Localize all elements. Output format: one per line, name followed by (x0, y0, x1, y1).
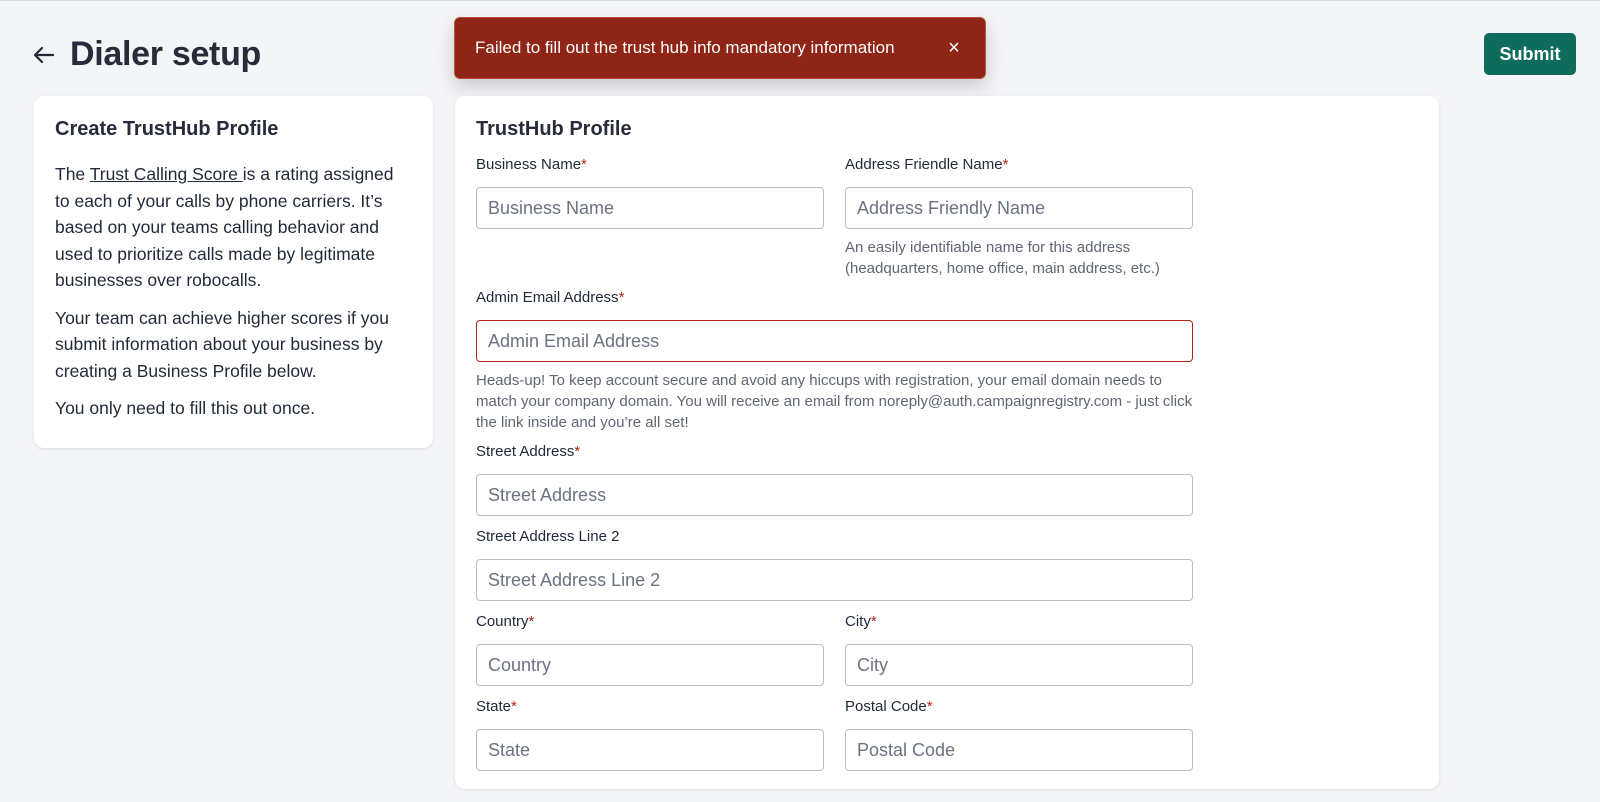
info-title: Create TrustHub Profile (55, 118, 279, 140)
admin-email-input[interactable] (476, 320, 1193, 362)
state-label: State* (476, 698, 517, 715)
close-icon[interactable]: × (948, 37, 960, 59)
toast-message: Failed to fill out the trust hub info mandatory information (475, 38, 895, 57)
city-group (845, 612, 1193, 686)
admin-email-label: Admin Email Address* (476, 289, 625, 306)
street-address-2-label: Street Address Line 2 (476, 528, 620, 545)
street-address-group (476, 442, 1193, 516)
street-address-input[interactable] (476, 474, 1193, 516)
city-label: City* (845, 613, 877, 630)
trust-calling-score-link[interactable]: Trust Calling Score (89, 164, 243, 184)
address-friendly-name-input[interactable] (845, 187, 1193, 229)
state-input[interactable] (476, 729, 824, 771)
country-label: Country* (476, 613, 535, 630)
admin-email-help: Heads-up! To keep account secure and avoid any hiccups with registration, your email domain needs to match your company domain. You will receive an email from noreply@auth.campaignregistry.com - just click the link inside and you’re all set! (476, 372, 1193, 431)
page-header (32, 35, 261, 74)
business-name-group (476, 155, 824, 229)
state-group (476, 697, 824, 771)
admin-email-group (476, 288, 1193, 433)
country-group (476, 612, 824, 686)
postal-code-label: Postal Code* (845, 698, 933, 715)
submit-button[interactable]: Submit (1484, 33, 1576, 75)
postal-code-group (845, 697, 1193, 771)
business-name-label: Business Name* (476, 156, 587, 173)
country-input[interactable] (476, 644, 824, 686)
postal-code-input[interactable] (845, 729, 1193, 771)
address-friendly-name-label: Address Friendle Name* (845, 156, 1009, 173)
page-title: Dialer setup (70, 35, 262, 73)
form-title: TrustHub Profile (476, 118, 632, 140)
address-friendly-name-group (845, 155, 1193, 279)
street-address-2-input[interactable] (476, 559, 1193, 601)
street-address-label: Street Address* (476, 443, 581, 460)
trusthub-profile-form (455, 96, 1439, 789)
address-friendly-name-help: An easily identifiable name for this address (headquarters, home office, main address, etc.) (845, 239, 1160, 277)
error-toast (454, 17, 986, 79)
info-card (34, 96, 433, 448)
city-input[interactable] (845, 644, 1193, 686)
info-paragraph-higher-scores: Your team can achieve higher scores if you submit information about your business by creating a Business Profile below. (55, 307, 389, 381)
business-name-input[interactable] (476, 187, 824, 229)
info-paragraph-score: The Trust Calling Score is a rating assigned to each of your calls by phone carriers. It’s based on your teams calling behavior and used to prioritize calls made by legitimate businesses over robocalls. (55, 164, 394, 290)
arrow-left-icon[interactable] (32, 43, 56, 67)
info-paragraph-once: You only need to fill this out once. (55, 398, 316, 418)
street-address-2-group (476, 527, 1193, 601)
